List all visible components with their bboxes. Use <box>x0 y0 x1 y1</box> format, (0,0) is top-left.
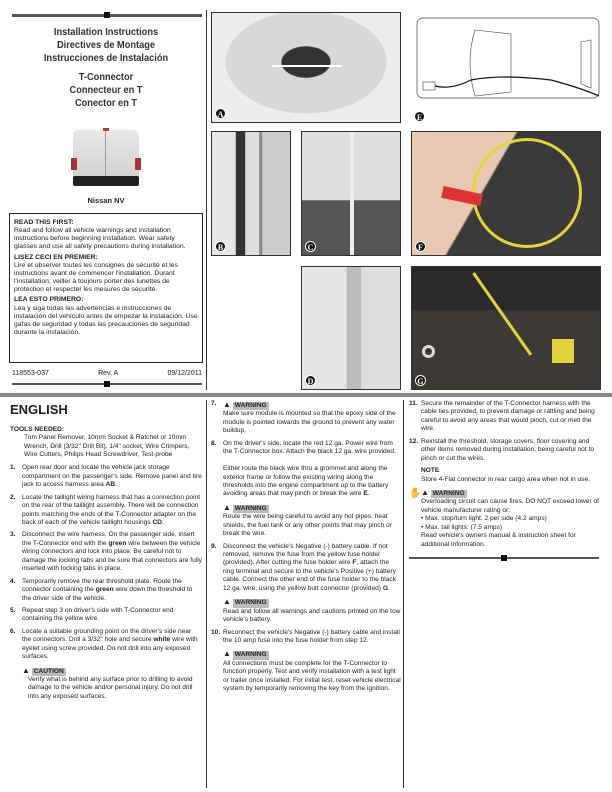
column-divider <box>206 10 207 390</box>
figure-ref: G <box>382 584 388 592</box>
warning-triangle-icon: ▲ <box>22 665 30 675</box>
section-rule <box>0 393 612 397</box>
caution-label: CAUTION <box>33 667 64 675</box>
product-fr: Connecteur en T <box>69 84 143 97</box>
warning-triangle-icon: ▲ <box>223 597 231 607</box>
date: 09/12/2011 <box>167 370 202 377</box>
warning-triangle-icon: ▲ <box>421 487 429 497</box>
fire-hand-icon: ✋ <box>409 487 422 499</box>
read-first-en-title: READ THIS FIRST: <box>14 219 74 226</box>
step-5: 5. Repeat step 3 on driver's side with T-Connector end containing the yellow wire. <box>10 606 174 623</box>
figure-ref: E <box>363 490 368 498</box>
step-10: 10. Reconnect the vehicle's Negative (-) battery cable and install the 10 amp fuse into the fuse holder from step 12. <box>211 628 400 644</box>
footer-rule <box>12 383 202 385</box>
title-block <box>10 26 202 110</box>
product-en: T-Connector <box>78 71 134 84</box>
title-en: Installation Instructions <box>53 26 159 38</box>
title-fr: Directives de Montage <box>56 38 156 51</box>
warning-9: ▲ WARNING Read and follow all warnings and cautions printed on the tow vehicle's battery. <box>223 597 401 624</box>
warning-triangle-icon: ▲ <box>223 502 231 512</box>
part-number: 118553-037 <box>12 370 49 377</box>
read-first-en-text: Read and follow all vehicle warnings and installation instructions before beginning installation. Wear safety glasses and use all safety precautions during installation. <box>14 227 186 251</box>
step-1: 1. Open rear door and locate the vehicle jack storage compartment on the passenger's side. Remove panel and tire jack to access harness area AB. <box>10 464 202 489</box>
read-first-es-text: Lea y siga todas las advertencias e instrucciones de instalación del vehículo antes de empezar la instalación. Use gafas de seguridad y todas las precauciones de seguridad durante la instalación. <box>14 304 198 337</box>
read-first-fr-title: LISEZ CECI EN PREMIER: <box>14 253 98 261</box>
step-7: 7. ▲ WARNING Make sure module is mounted so that the epoxy side of the module is pointed towards the ground to prevent any water buildup. <box>211 400 396 435</box>
figure-ref: CD <box>152 519 163 526</box>
warning-10: ▲ WARNING All connections must be complete for the T-Connector to function properly. Test and verify installation with a test light or trailer once installed. For initial test, reset vehicle electrical system by temporarily removing the key from the ignition. <box>223 649 401 693</box>
vehicle-name: Nissan NV <box>87 196 125 205</box>
figure-label-a: A <box>215 108 226 119</box>
fire-warning: ✋ ▲ WARNING Overloading circuit can cause fires. DO NOT exceed lower of vehicle manufacturer rating or: • Max. stop/turn light: 2 per side (4.2 amps) • Max. tail lights: (7.5 amps) Read vehicle's owners manual & instruction sheet for additional information. <box>409 487 599 548</box>
figure-label-b: B <box>215 241 226 252</box>
step-12: 12. Reinstall the threshold, storage covers, floor covering and other items removed during installation, being careful not to pinch or cut the wires. <box>409 437 594 462</box>
step-11: 11. Secure the remainder of the T-Connector harness with the cable ties provided, to prevent damage or rattling and being careful to avoid any areas that would pinch, cut or melt the wire. <box>409 400 595 433</box>
step-6: 6. Locate a suitable grounding point on the driver's side near the connectors. Drill a 3/32" hole and secure white wire with eyelet using screw provided. Do not drill into any exposed surfaces. <box>10 627 198 661</box>
figure-label-e: E <box>414 111 425 122</box>
warning-triangle-icon: ▲ <box>223 649 231 659</box>
figure-a <box>211 12 401 123</box>
vehicle-wiring-diagram <box>411 12 601 123</box>
section-heading: ENGLISH <box>10 402 68 417</box>
column-1 <box>10 400 202 701</box>
figure-label-f: F <box>415 241 426 252</box>
van-rear-image <box>71 126 141 194</box>
note: NOTE Store 4-Flat connector in rear cargo area when not in use. <box>421 467 590 483</box>
figure-f <box>411 131 601 256</box>
step-9: 9. Disconnect the vehicle's Negative (-) battery cable. If not removed, remove the fuse from the yellow fuse holder (provided). After cutting the fuse holder wire F, attach the ring terminal and secure to the vehicle's Positive (+) battery cable. Connect the other end of the fuse holder to the black 12 ga. wire, using the yellow butt connector (provided) G. <box>211 542 397 592</box>
read-first-fr-text: Lire et observer toutes les consignes de sécurité et les instructions avant de commencer l'installation. Durant l'installation, veiller à toujours porter des lunettes de protection et respecter les mesures de sécurité. <box>14 261 178 294</box>
column-divider <box>206 400 207 788</box>
figure-e-diagram <box>411 12 601 123</box>
figure-d <box>301 266 401 390</box>
warning-8: ▲ WARNING Route the wire being careful to avoid any hot pipes, heat shields, the fuel tank or any other points that may pinch or break the wire. <box>223 502 392 538</box>
step-8: 8. On the driver's side, locate the red 12 ga. Power wire from the T-Connector box. Attach the black 12 ga. wire provided. Either route the black wire thru a grommet and along the exterior frame or follow the existing wiring along the thresholds into the engine compartment up to the battery avoiding areas that may pinch or break the wire E. <box>211 439 396 498</box>
top-rule <box>12 14 202 17</box>
column-divider <box>403 400 404 788</box>
revision: Rev. A <box>98 370 119 377</box>
doc-footer <box>12 370 202 379</box>
step-3: 3. Disconnect the wire harness. On the passenger side, insert the T-Connector end with the green wire between the vehicle wiring connectors and lock into place. Be careful not to damage the locking tabs and be sure that connectors are fully inserted with locking tabs in place. <box>10 531 202 573</box>
figure-label-d: D <box>305 375 316 386</box>
warning-triangle-icon: ▲ <box>223 400 231 409</box>
figure-ref: F <box>352 559 357 567</box>
column-2 <box>211 400 401 694</box>
figure-c <box>301 131 401 256</box>
figure-g <box>411 266 601 390</box>
figure-b <box>211 131 291 256</box>
title-es: Instrucciones de Instalación <box>43 51 169 64</box>
read-first-es-title: LEA ESTO PRIMERO: <box>14 296 84 304</box>
read-first-box <box>9 213 203 363</box>
end-rule <box>409 557 599 559</box>
step-4: 4. Temporarily remove the rear threshold plate. Route the connector containing the green wire down the threshold to the driver side of the vehicle. <box>10 577 193 602</box>
figure-label-c: C <box>305 241 316 252</box>
figure-label-g: G <box>415 375 426 386</box>
tools-list: Trim Panel Remover, 10mm Socket & Ratchet or 10mm Wrench, Drill (3/32" Drill Bit), 1/4" socket, Wire Crimpers, Wire Cutters, Philips Head Screwdriver, Test-probe <box>24 434 190 458</box>
step-2: 2. Locate the taillight wiring harness that has a connection point on the rear of the taillight assembly. There will be connection points matching the ends of the T-Connector adapter on the back of each of the vehicle taillight housings CD. <box>10 493 201 526</box>
caution-block: ▲ CAUTION Verify what is behind any surface prior to drilling to avoid damage to the vehicle and/or personal injury. Do not drill into any exposed surfaces. <box>22 665 193 700</box>
column-3 <box>409 400 601 559</box>
tools-title: TOOLS NEEDED: <box>10 425 65 433</box>
product-es: Conector en T <box>74 96 138 109</box>
figure-ref: AB <box>105 481 116 489</box>
